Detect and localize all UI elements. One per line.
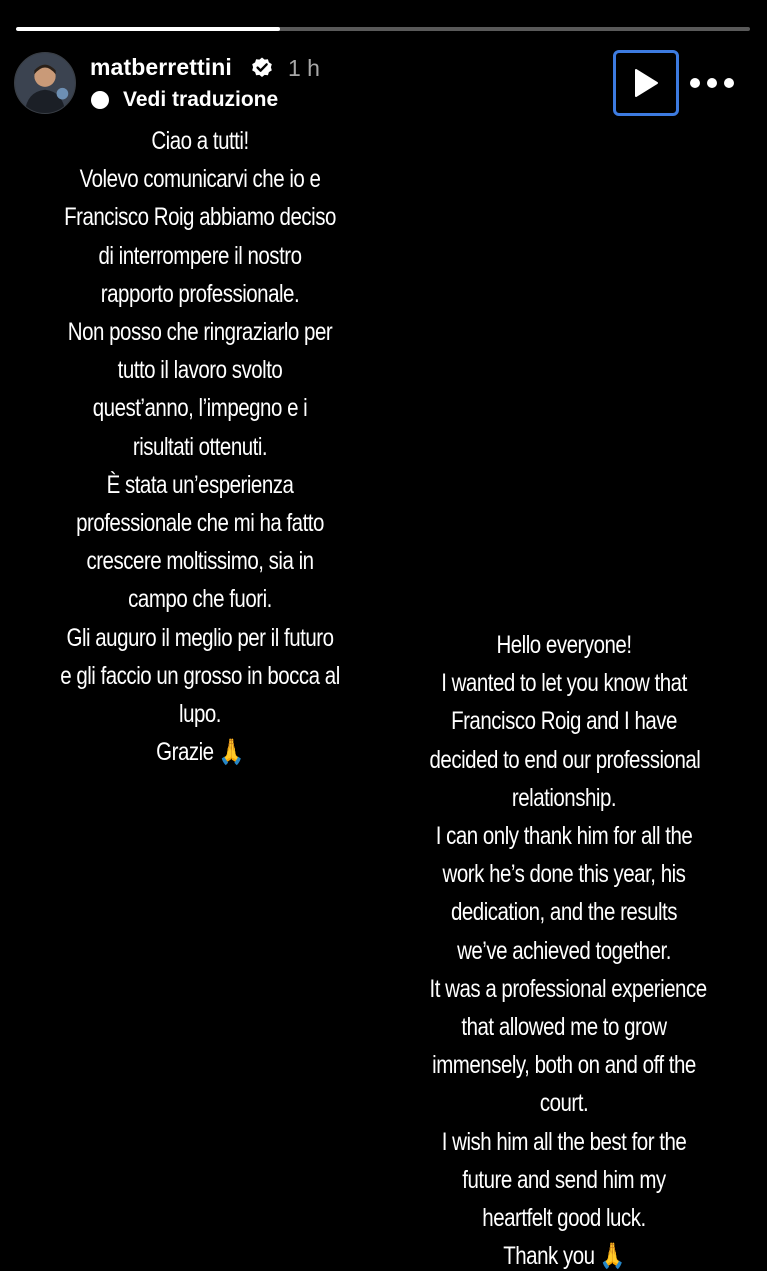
english-text-line: It was a professional experience <box>429 974 707 1003</box>
username[interactable]: matberrettini <box>90 54 232 80</box>
english-text-line: Thank you 🙏 <box>503 1242 625 1271</box>
english-text-line: work he’s done this year, his <box>442 860 686 889</box>
italian-text-line: campo che fuori. <box>128 585 272 614</box>
english-text-line: I wanted to let you know that <box>441 669 687 698</box>
italian-text-line: rapporto professionale. <box>100 279 300 308</box>
translate-icon <box>90 90 110 110</box>
more-options-button[interactable] <box>690 70 734 96</box>
avatar-image <box>15 53 75 113</box>
english-text-line: immensely, both on and off the <box>432 1051 696 1080</box>
italian-text-line: risultati ottenuti. <box>132 432 268 461</box>
italian-text-line: Volevo comunicarvi che io e <box>79 165 321 194</box>
verified-badge-icon <box>250 56 274 80</box>
avatar[interactable] <box>14 52 76 114</box>
english-text-line: decided to end our professional <box>429 745 701 774</box>
italian-text-line: e gli faccio un grosso in bocca al <box>60 661 340 690</box>
story-progress-fill <box>16 27 280 31</box>
italian-text-line: Non posso che ringraziarlo per <box>67 318 333 347</box>
italian-text-line: lupo. <box>179 700 221 729</box>
play-icon <box>633 68 659 98</box>
see-translation-label: Vedi traduzione <box>123 88 279 111</box>
post-time: 1 h <box>288 55 320 81</box>
italian-text-line: Francisco Roig abbiamo deciso <box>64 203 336 232</box>
english-text-line: heartfelt good luck. <box>482 1204 646 1233</box>
english-text-line: Francisco Roig and I have <box>451 707 677 736</box>
italian-text-line: Ciao a tutti! <box>151 127 249 155</box>
english-text-line: I can only thank him for all the <box>435 822 693 851</box>
english-text-line: we’ve achieved together. <box>457 936 671 965</box>
english-text-line: Hello everyone! <box>496 631 632 659</box>
story-progress-bar <box>16 27 750 31</box>
italian-text-line: Grazie 🙏 <box>156 738 244 767</box>
see-translation-link[interactable] <box>90 88 278 112</box>
italian-text-line: tutto il lavoro svolto <box>117 356 283 385</box>
play-button[interactable] <box>613 50 679 116</box>
story-text-italian <box>0 122 400 771</box>
more-horizontal-icon <box>690 78 700 88</box>
english-text-line: that allowed me to grow <box>461 1013 667 1042</box>
italian-text-line: professionale che mi ha fatto <box>76 509 324 538</box>
italian-text-line: crescere moltissimo, sia in <box>86 547 314 576</box>
english-text-line: I wish him all the best for the <box>441 1127 687 1156</box>
english-text-line: dedication, and the results <box>450 898 678 927</box>
italian-text-line: quest’anno, l’impegno e i <box>92 394 308 423</box>
italian-text-line: È stata un’esperienza <box>106 470 294 499</box>
english-text-line: relationship. <box>511 783 617 812</box>
english-text-line: future and send him my <box>462 1165 666 1194</box>
story-text-english <box>400 626 728 1271</box>
english-text-line: court. <box>539 1089 589 1118</box>
italian-text-line: di interrompere il nostro <box>98 241 302 270</box>
italian-text-line: Gli auguro il meglio per il futuro <box>66 623 334 652</box>
